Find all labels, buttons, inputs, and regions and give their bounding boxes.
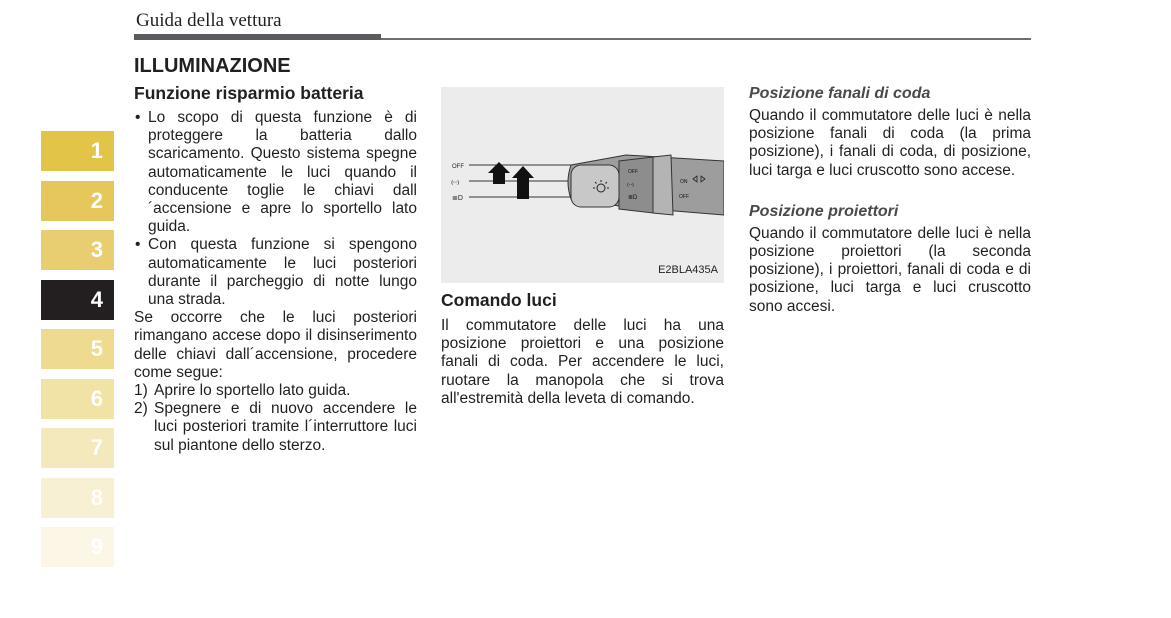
light-switch-diagram: [441, 87, 724, 283]
list-item-text: Lo scopo di questa funzione è di proteggere la batteria dallo scaricamento. Questo sistema spegne automaticamente le luci quando il conducente toglie le chiavi dall´accensione e apre lo sportello lato guida.: [148, 109, 417, 236]
body-paragraph: Se occorre che le luci posteriori rimangano accese dopo il disinserimento delle chiavi dall´accensione, procedere come segue:: [134, 309, 417, 381]
subsection-title: Funzione risparmio batteria: [134, 83, 364, 103]
bullet-icon: •: [135, 236, 141, 254]
bullet-list: [134, 109, 417, 309]
section-title: ILLUMINAZIONE: [134, 55, 291, 77]
step-item: [134, 400, 417, 455]
chapter-tab-3[interactable]: 3: [41, 230, 114, 270]
steps-list: [134, 382, 417, 455]
list-item-text: Con questa funzione si spengono automaticamente le luci posteriori durante il parcheggio di notte lungo una strada.: [148, 236, 417, 309]
knob-label-head: ≣D: [628, 195, 638, 201]
list-item: [134, 109, 417, 236]
step-text: Spegnere e di nuovo accendere le luci posteriori tramite l´interruttore luci sul piantone dello sterzo.: [154, 400, 417, 454]
chapter-tab-1[interactable]: 1: [41, 131, 114, 171]
step-number: 1): [134, 382, 148, 400]
figure-code: E2BLA435A: [658, 263, 718, 276]
step-number: 2): [134, 400, 148, 418]
chapter-tab-7[interactable]: 7: [41, 428, 114, 468]
light-knob: [571, 165, 619, 207]
knob-label-off: OFF: [628, 169, 638, 175]
chapter-tabs: [41, 131, 114, 577]
chapter-tab-9[interactable]: 9: [41, 527, 114, 567]
column-middle: [441, 87, 724, 408]
step-item: [134, 382, 417, 400]
chapter-tab-2[interactable]: 2: [41, 181, 114, 221]
header-title: Guida della vettura: [136, 10, 282, 31]
column-left: [134, 54, 417, 455]
header-rule-accent: [134, 34, 381, 40]
chapter-tab-4[interactable]: 4: [41, 280, 114, 320]
position-label-off: OFF: [452, 164, 464, 170]
subheading-tail-position: Posizione fanali di coda: [749, 85, 931, 102]
step-text: Aprire lo sportello lato guida.: [154, 382, 351, 400]
subsection-title: Comando luci: [441, 290, 557, 310]
position-label-tail: ⦅◦◦⦆: [451, 180, 460, 186]
arrow-up-icon: [512, 166, 534, 199]
switch-ring: [653, 155, 673, 215]
body-paragraph: Il commutatore delle luci ha una posizione proiettori e una posizione fanali di coda. Per accendere le luci, ruotare la manopola che si trova all'estremità della leveta di comando.: [441, 317, 724, 407]
chapter-tab-5[interactable]: 5: [41, 329, 114, 369]
chapter-tab-8[interactable]: 8: [41, 478, 114, 518]
position-label-head: ≣D: [452, 195, 463, 202]
subheading-headlight-position: Posizione proiettori: [749, 202, 899, 220]
bullet-icon: •: [135, 109, 141, 126]
body-paragraph: Quando il commutatore delle luci è nella posizione fanali di coda (la prima posizione), i fanali di coda, di posizione, luci targa e luci cruscotto sono accese.: [749, 107, 1031, 179]
column-right: [749, 84, 1031, 316]
ring-label-off: OFF: [679, 194, 689, 200]
light-switch-illustration: [441, 87, 724, 283]
chapter-tab-6[interactable]: 6: [41, 379, 114, 419]
body-paragraph: Quando il commutatore delle luci è nella posizione proiettori (la seconda posizione), i proiettori, fanali di coda e di posizione, luci targa e luci cruscotto sono accesi.: [749, 224, 1031, 315]
knob-label-tail: ⦅◦◦⦆: [627, 182, 634, 188]
list-item: [134, 236, 417, 309]
ring-label-on: ON: [680, 179, 688, 185]
switch-collar: [619, 157, 653, 213]
